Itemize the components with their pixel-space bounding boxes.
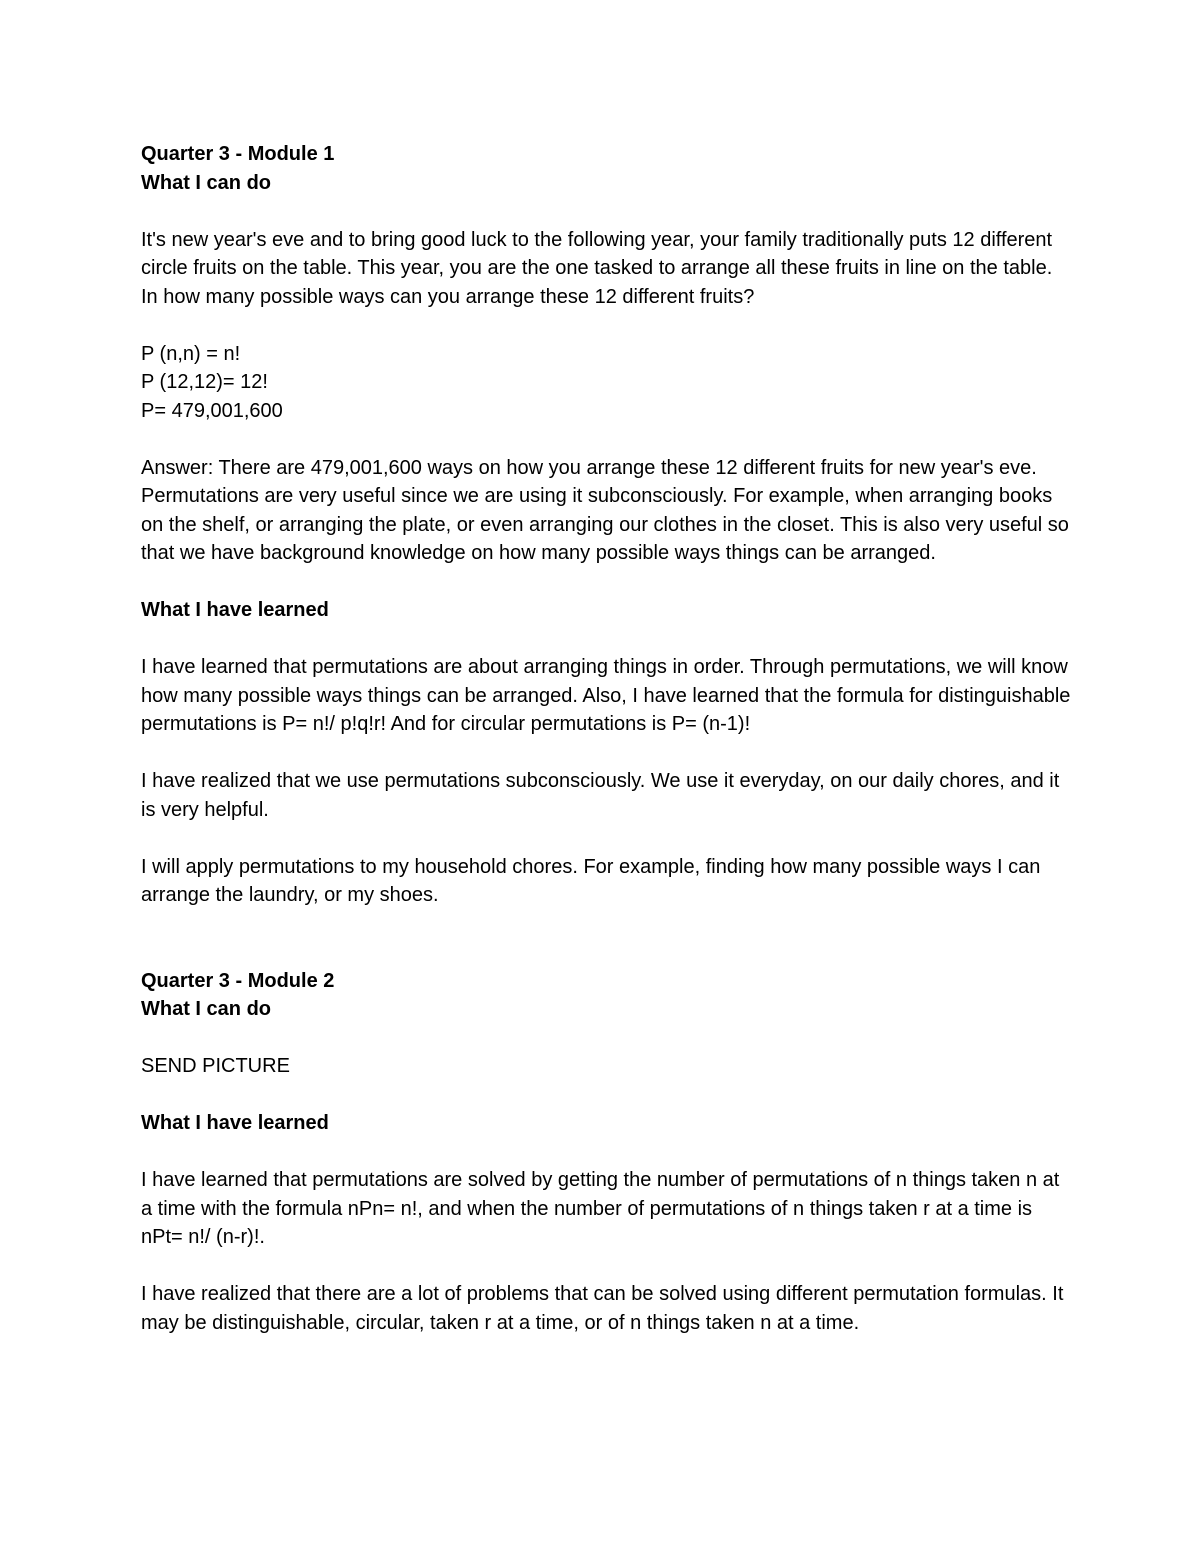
module-1-problem: It's new year's eve and to bring good luck to the following year, your family traditionally puts 12 different circle fruits on the table. This year, you are the one tasked to arrange all these fruits in line on the table. In how many possible ways can you arrange these 12 different fruits? <box>141 228 1053 308</box>
formula-line: P (n,n) = n! <box>141 342 241 365</box>
module-2-title: Quarter 3 - Module 2 <box>141 969 335 992</box>
module-1-learned-paragraph: I have learned that permutations are about arranging things in order. Through permutations, we will know how many possible ways things can be arranged. Also, I have learned that the formula for distinguishable permutations is P= n!/ p!q!r! And for circular permutations is P= (n-1)! <box>141 656 1071 735</box>
document-page <box>141 140 1071 1337</box>
module-1-apply-paragraph: I will apply permutations to my household chores. For example, finding how many possible ways I can arrange the laundry, or my shoes. <box>141 855 1041 906</box>
module-2-learned-paragraph: I have learned that permutations are solved by getting the number of permutations of n things taken n at a time with the formula nPn= n!, and when the number of permutations of n things taken r at a time is nPt= n!/ (n-r)!. <box>141 1169 1060 1248</box>
formula-line: P= 479,001,600 <box>141 399 283 422</box>
module-2-section <box>141 967 1071 1338</box>
module-1-can-do-heading: What I can do <box>141 171 271 194</box>
module-1-answer: Answer: There are 479,001,600 ways on how you arrange these 12 different fruits for new year's eve. Permutations are very useful since we are using it subconsciously. For example, when arranging books on the shelf, or arranging the plate, or even arranging our clothes in the closet. This is also very useful so that we have background knowledge on how many possible ways things can be arranged. <box>141 456 1069 564</box>
module-2-send-picture: SEND PICTURE <box>141 1055 290 1077</box>
module-1-learned-heading: What I have learned <box>141 599 329 621</box>
formula-line: P (12,12)= 12! <box>141 371 268 393</box>
module-2-realized-paragraph: I have realized that there are a lot of problems that can be solved using different permutation formulas. It may be distinguishable, circular, taken r at a time, or of n things taken n at a time. <box>141 1283 1064 1334</box>
module-2-can-do-heading: What I can do <box>141 998 271 1020</box>
module-1-section <box>141 140 1071 910</box>
module-2-learned-heading: What I have learned <box>141 1112 329 1134</box>
module-1-title: Quarter 3 - Module 1 <box>141 143 335 165</box>
module-1-realized-paragraph: I have realized that we use permutations subconsciously. We use it everyday, on our daily chores, and it is very helpful. <box>141 770 1060 821</box>
